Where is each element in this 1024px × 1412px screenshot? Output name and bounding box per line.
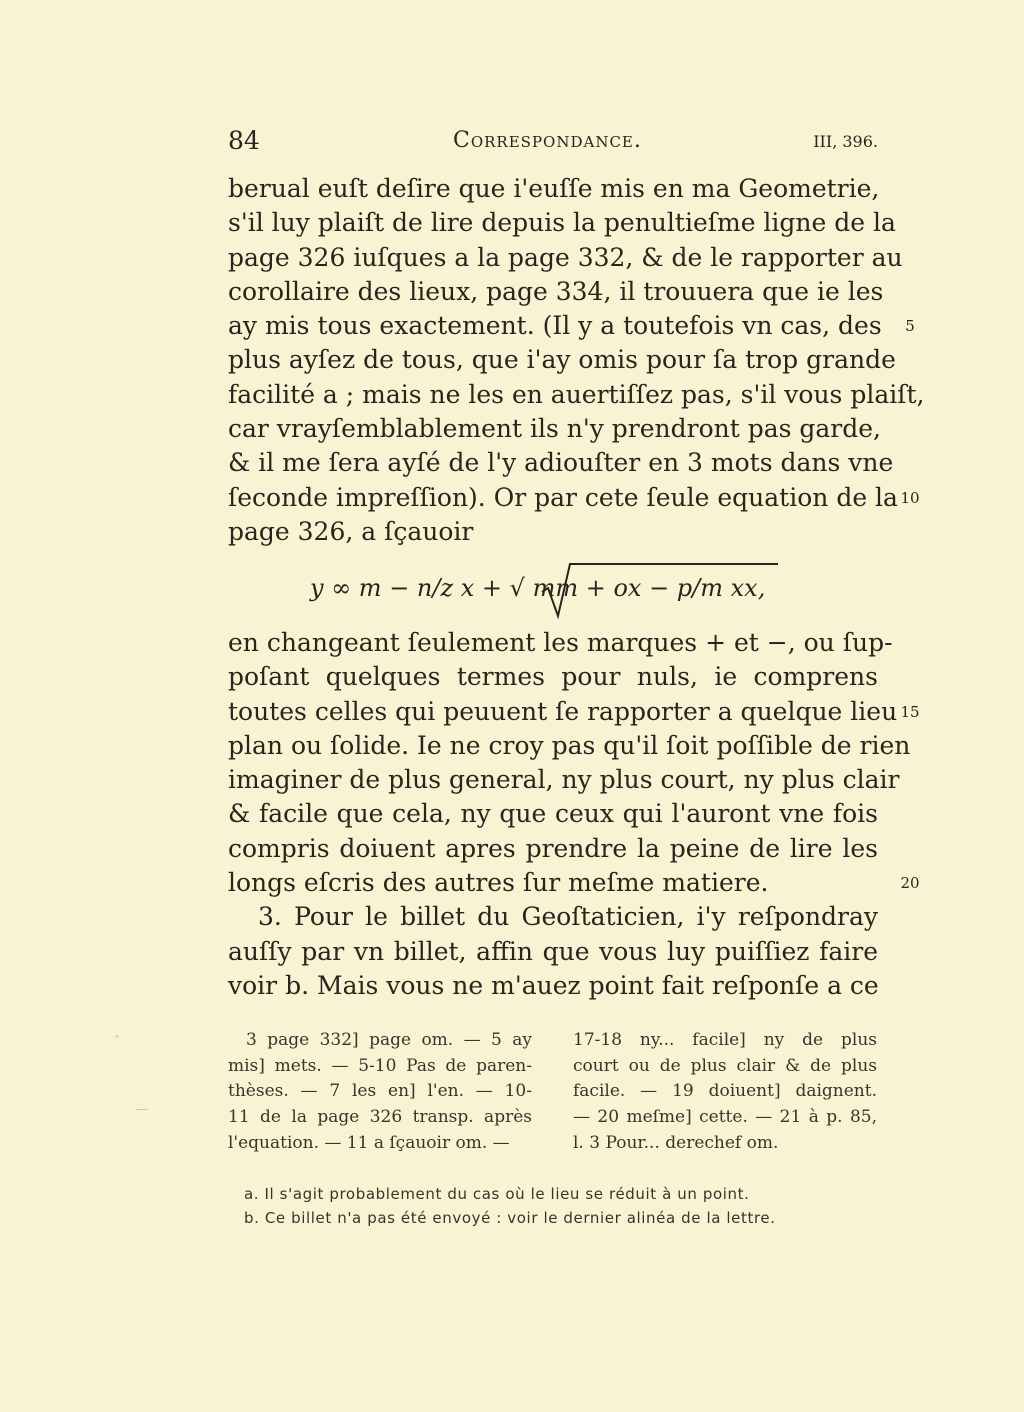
volume-reference: III, 396. (813, 132, 878, 151)
text-line: s'il luy plaiſt de lire depuis la penultieſme ligne de la (228, 208, 896, 238)
variant-line: 11 de la page 326 transp. après (228, 1107, 532, 1128)
text-line: en changeant ſeulement les marques + et −, ou ſup- (228, 628, 893, 657)
text-line: imaginer de plus general, ny plus court, ny plus clair (228, 765, 900, 795)
equation (310, 560, 780, 624)
text-line: ſeconde impreſſion). Or par cete ſeule equation de la (228, 482, 898, 512)
text-line: berual euſt deſire que i'euſſe mis en ma Geometrie, (228, 174, 880, 203)
text-line: longs eſcris des autres ſur meſme matiere. (228, 868, 769, 898)
variant-line: 3 page 332] page om. — 5 ay (246, 1030, 532, 1050)
line-number: 15 (900, 703, 920, 721)
variant-line: l. 3 Pour... derechef om. (573, 1132, 779, 1153)
line-number: 5 (905, 317, 915, 335)
text-line: toutes celles qui peuuent ſe rapporter a quelque lieu (228, 696, 898, 726)
variant-line: mis] mets. — 5-10 Pas de paren- (228, 1055, 532, 1076)
text-line: plus ayſez de tous, que i'ay omis pour ſa trop grande (228, 345, 896, 375)
equation-text: y ∞ m − n/z x + √ mm + ox − p/m xx, (310, 574, 766, 602)
footnote-b: b. Ce billet n'a pas été envoyé : voir le dernier alinéa de la lettre. (244, 1209, 776, 1227)
margin-mark: — (136, 1102, 148, 1116)
text-line: page 326, a ſçauoir (228, 516, 474, 546)
text-line: compris doiuent apres prendre la peine de lire les (228, 833, 878, 863)
variant-line: thèses. — 7 les en] l'en. — 10- (228, 1081, 532, 1102)
page-header (228, 126, 878, 162)
text-line: facilité a ; mais ne les en auertiſſez pas, s'il vous plaiſt, (228, 379, 925, 409)
footnotes (244, 1182, 864, 1230)
variant-line: court ou de plus clair & de plus (573, 1055, 877, 1076)
text-line: 3. Pour le billet du Geoſtaticien, i'y reſpondray (258, 902, 878, 932)
variant-line: — 20 meſme] cette. — 21 à p. 85, (573, 1107, 877, 1128)
text-line: plan ou ſolide. Ie ne croy pas qu'il ſoit poſſible de rien (228, 730, 911, 760)
text-line: corollaire des lieux, page 334, il trouuera que ie les (228, 276, 884, 306)
text-line: ay mis tous exactement. (Il y a toutefois vn cas, des (228, 311, 882, 341)
text-line: & il me ſera ayſé de l'y adiouſter en 3 mots dans vne (228, 448, 894, 478)
variant-line: 17-18 ny... facile] ny de plus (573, 1030, 877, 1050)
running-title: Correspondance. (453, 128, 642, 153)
text-line: car vrayſemblablement ils n'y prendront pas garde, (228, 414, 882, 444)
variant-line: facile. — 19 doiuent] daignent. (573, 1081, 877, 1102)
line-number: 20 (900, 874, 920, 892)
footnote-a: a. Il s'agit probablement du cas où le lieu se réduit à un point. (244, 1185, 750, 1203)
variants-right-column (573, 1028, 877, 1156)
page-number: 84 (228, 126, 260, 155)
variant-line: l'equation. — 11 a ſçauoir om. — (228, 1132, 510, 1153)
text-line: & facile que cela, ny que ceux qui l'auront vne fois (228, 799, 878, 829)
text-line: voir b. Mais vous ne m'auez point fait reſponſe a ce (228, 970, 879, 1000)
text-line: page 326 iuſques a la page 332, & de le rapporter au (228, 242, 903, 272)
text-line: auſſy par vn billet, affin que vous luy puiſſiez faire (228, 936, 878, 966)
variants-left-column (228, 1028, 532, 1156)
text-line: poſant quelques termes pour nuls, ie comprens (228, 662, 878, 692)
line-number: 10 (900, 489, 920, 507)
margin-mark: ˄ (114, 1034, 120, 1048)
